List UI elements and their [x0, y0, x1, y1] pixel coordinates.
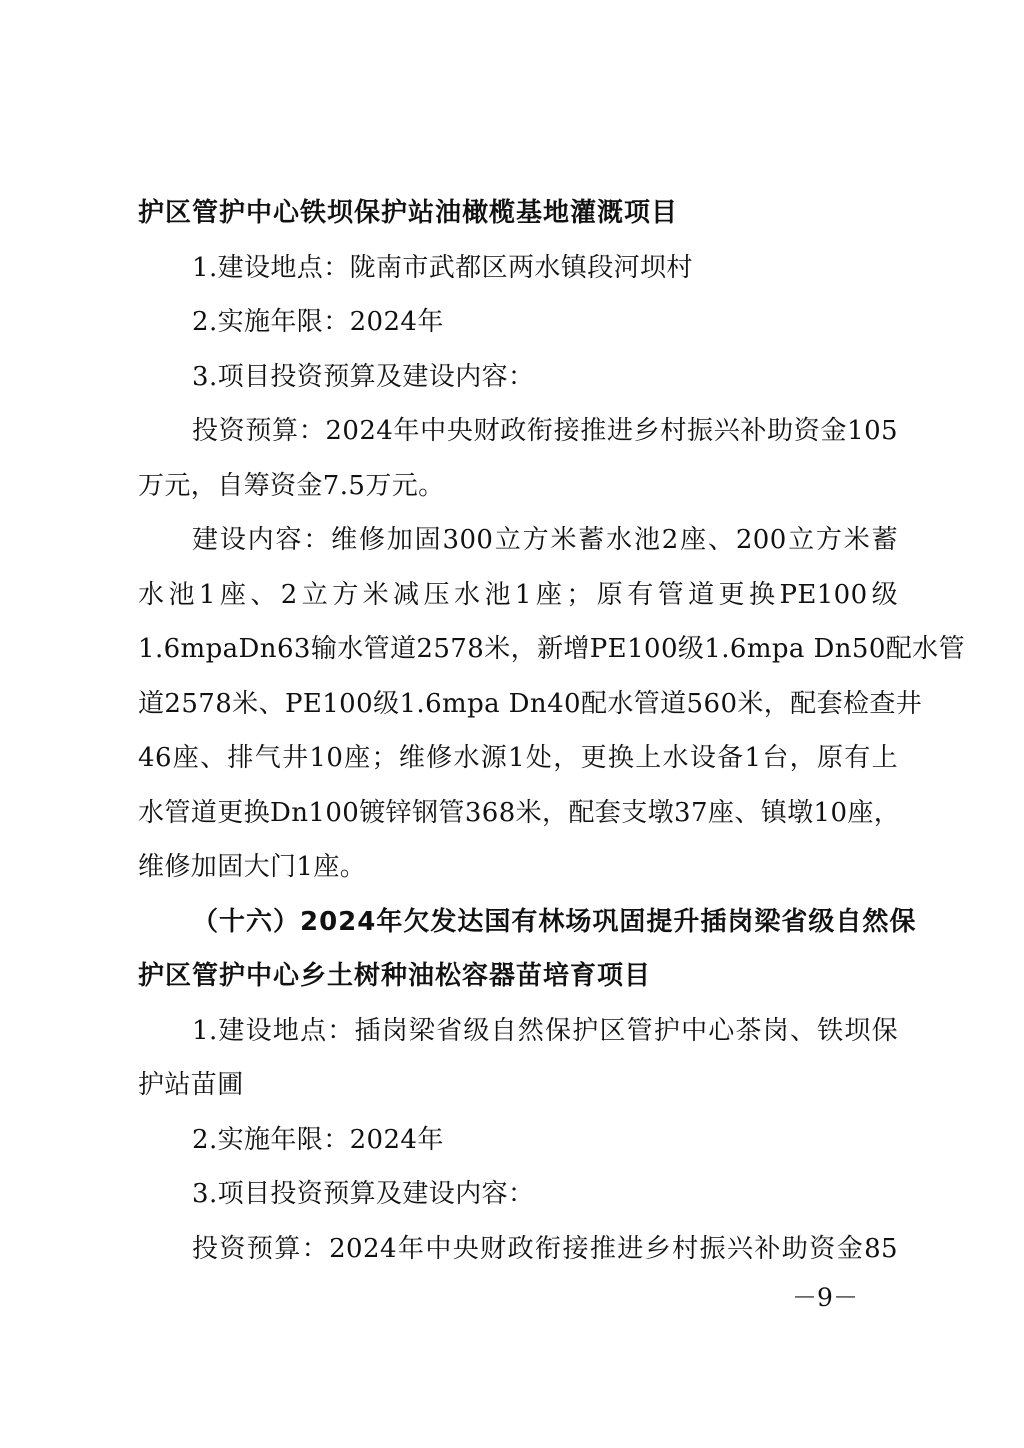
section-15-content-line-2: 水池1座、2立方米减压水池1座；原有管道更换PE100级: [138, 579, 898, 610]
section-15-period: 2.实施年限：2024年: [192, 307, 444, 337]
section-16-budget-line-1: 投资预算：2024年中央财政衔接推进乡村振兴补助资金85: [192, 1233, 898, 1264]
section-16-location-line-2: 护站苗圃: [138, 1070, 244, 1100]
section-15-content-line-6: 水管道更换Dn100镀锌钢管368米，配套支墩37座、镇墩10座，: [138, 797, 901, 828]
section-16-period: 2.实施年限：2024年: [192, 1124, 444, 1155]
section-16-heading-line-2: 护区管护中心乡土树种油松容器苗培育项目: [138, 961, 652, 991]
section-15-heading-continued: 护区管护中心铁坝保护站油橄榄基地灌溉项目: [138, 198, 679, 228]
document-body: [138, 186, 965, 1276]
section-15-budget-line-1: 投资预算：2024年中央财政衔接推进乡村振兴补助资金105: [192, 416, 898, 446]
section-16-location-line-1: 1.建设地点：插岗梁省级自然保护区管护中心茶岗、铁坝保: [192, 1015, 898, 1046]
section-16-budget-title: 3.项目投资预算及建设内容：: [192, 1179, 535, 1209]
section-15-budget-title: 3.项目投资预算及建设内容：: [192, 361, 535, 392]
section-16-heading-line-1: （十六）2024年欠发达国有林场巩固提升插岗梁省级自然保: [192, 906, 917, 937]
section-15-content-line-5: 46座、排气井10座；维修水源1处，更换上水设备1台，原有上: [138, 743, 898, 773]
section-15-content-line-3: 1.6mpaDn63输水管道2578米，新增PE100级1.6mpa Dn50配水管: [138, 634, 965, 664]
section-15-budget-line-2: 万元，自筹资金7.5万元。: [138, 470, 445, 501]
section-15-location: 1.建设地点：陇南市武都区两水镇段河坝村: [192, 252, 693, 283]
page-number: －9－: [792, 1283, 858, 1312]
section-15-content-line-4: 道2578米、PE100级1.6mpa Dn40配水管道560米，配套检查井: [138, 688, 923, 719]
section-15-content-line-1: 建设内容：维修加固300立方米蓄水池2座、200立方米蓄: [192, 525, 898, 555]
section-15-content-line-7: 维修加固大门1座。: [138, 852, 367, 882]
